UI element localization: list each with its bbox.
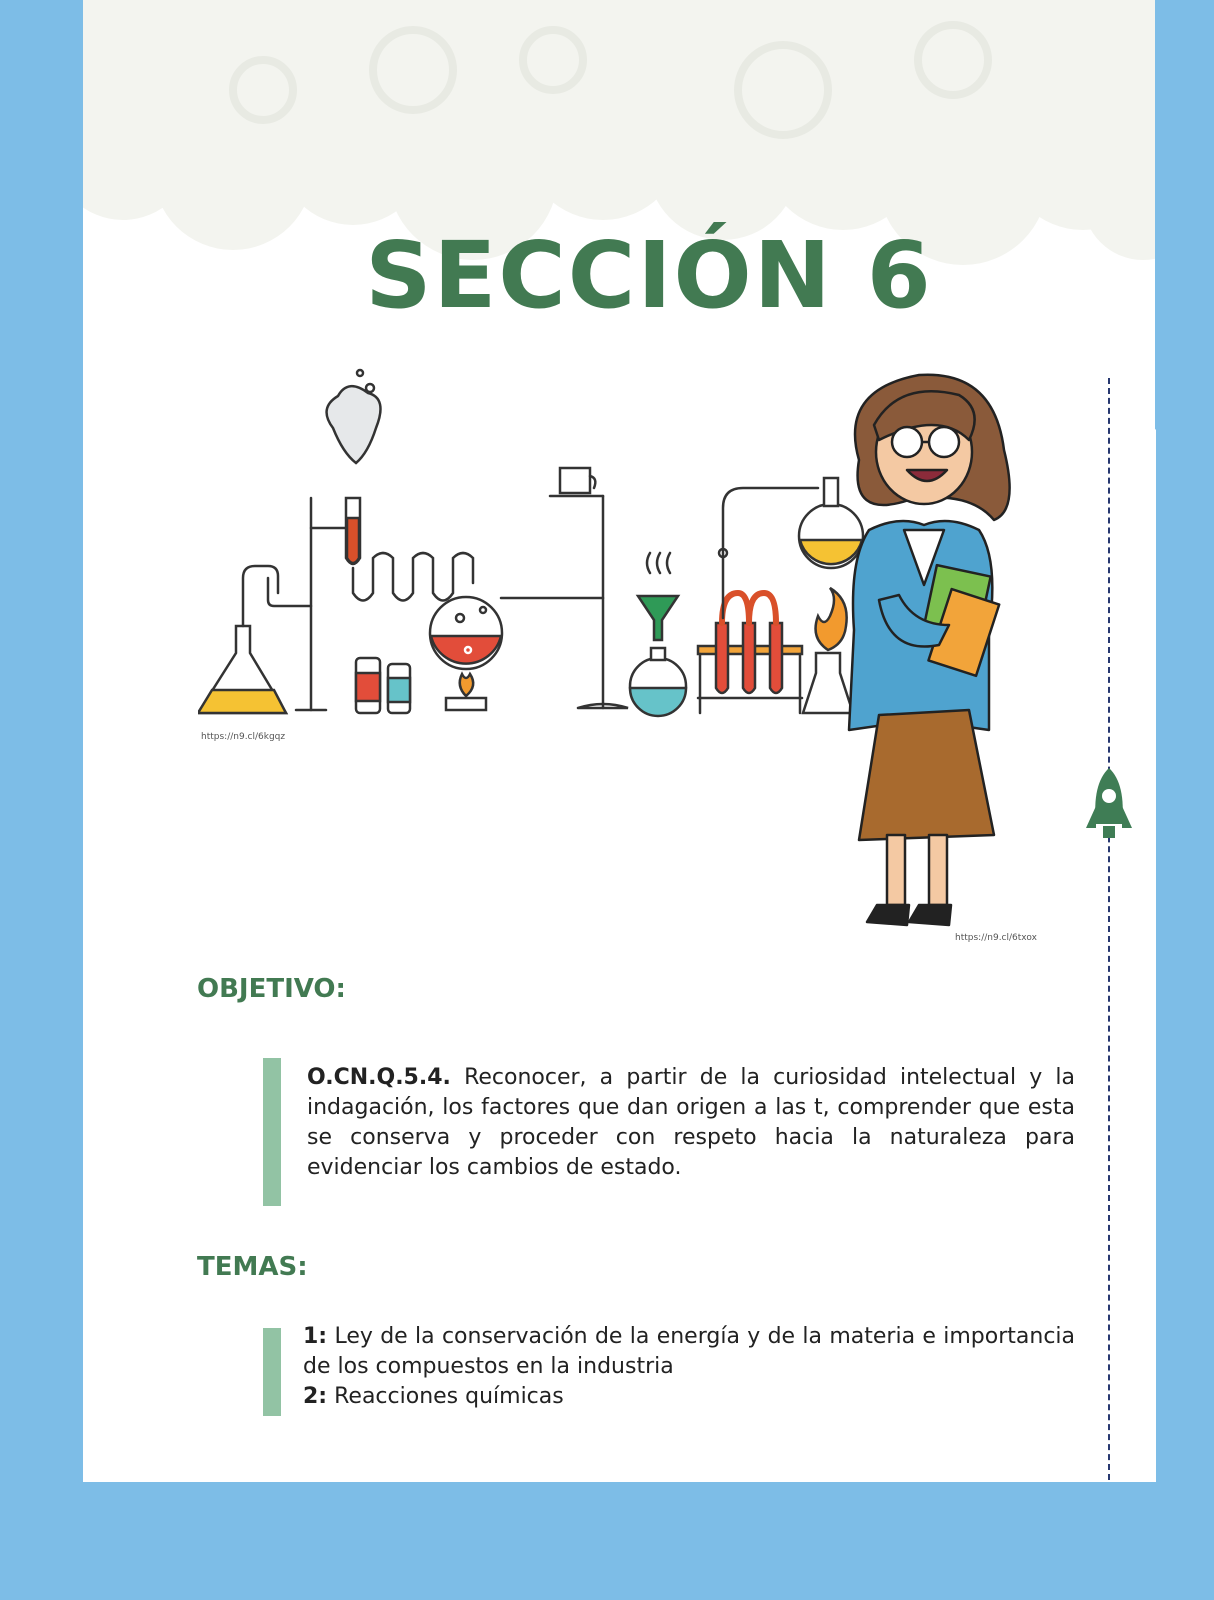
- temas-quote-bar: [263, 1328, 281, 1416]
- objetivo-body: Reconocer, a partir de la curiosidad intelectual y la indagación, los factores que dan origen a las t, comprender que esta se conserva y proceder con respeto hacia la naturaleza para evidenciar los cambios de estado.: [307, 1065, 1076, 1180]
- scientist-image-credit: https://n9.cl/6txox: [955, 933, 1037, 943]
- lab-image-credit: https://n9.cl/6kgqz: [201, 732, 286, 742]
- page-sheet: [83, 0, 1155, 1482]
- objetivo-code: O.CN.Q.5.4.: [307, 1065, 451, 1090]
- tema-number: 1:: [303, 1324, 328, 1349]
- objetivo-text: [307, 1063, 1075, 1183]
- dashed-divider: [1108, 378, 1110, 1480]
- rocket-icon: [1086, 766, 1132, 848]
- tema-text: Reacciones químicas: [334, 1384, 564, 1409]
- objetivo-quote-bar: [263, 1058, 281, 1206]
- scientist-illustration: [819, 370, 1087, 940]
- tema-number: 2:: [303, 1384, 328, 1409]
- tema-text: Ley de la conservación de la energía y de la materia e importancia de los compuestos en la industria: [303, 1324, 1076, 1379]
- page-title: SECCIÓN 6: [365, 222, 933, 329]
- lab-equipment-illustration: [198, 368, 888, 740]
- temas-list: [303, 1322, 1075, 1412]
- temas-heading: TEMAS:: [197, 1252, 308, 1282]
- objetivo-heading: OBJETIVO:: [197, 974, 346, 1004]
- tema-item-1: [303, 1322, 1075, 1382]
- right-tab-shape: [1090, 350, 1156, 1482]
- tema-item-2: [303, 1382, 1075, 1412]
